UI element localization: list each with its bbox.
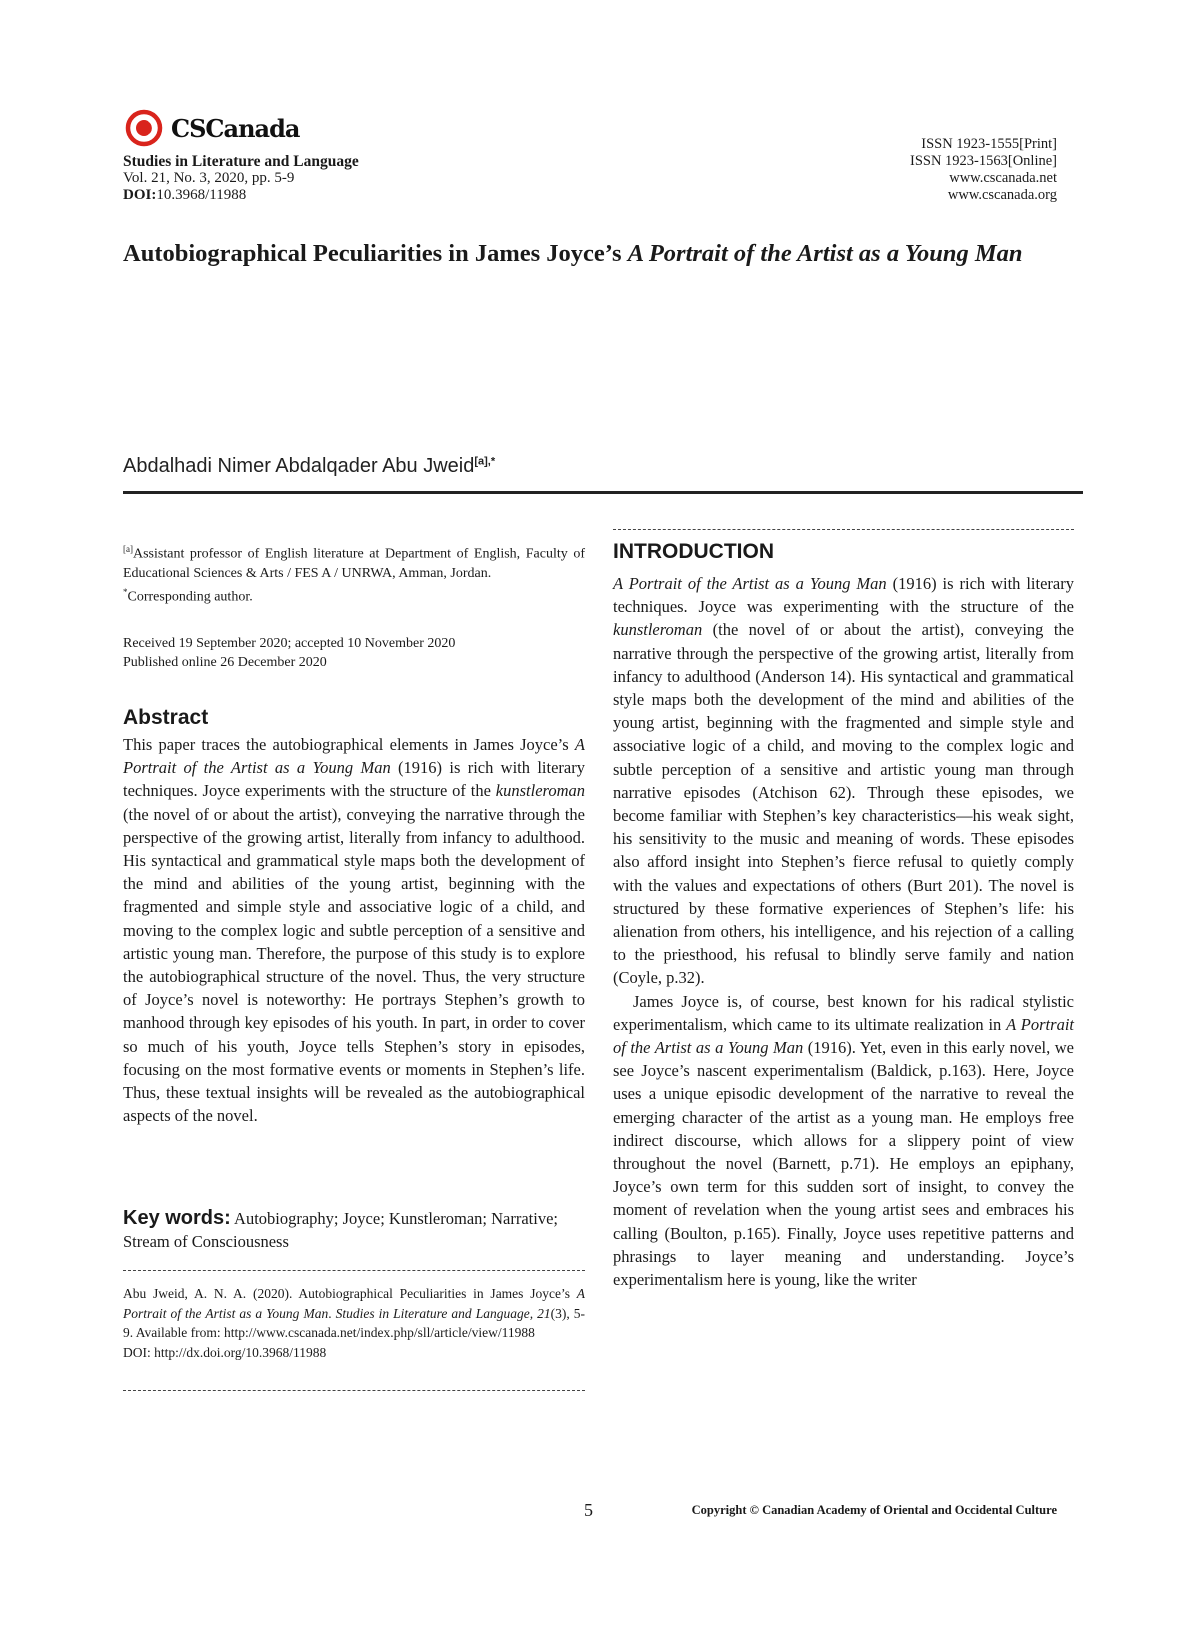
abstract-text	[123, 733, 585, 1127]
citation-block	[123, 1284, 585, 1362]
cscanada-logo-icon	[123, 108, 169, 148]
author-marks: [a],*	[474, 455, 496, 468]
keywords-text: Autobiography; Joyce; Kunstleroman; Narrative; Stream of Consciousness	[123, 1209, 558, 1251]
paper-title	[123, 240, 1083, 267]
issn-online: ISSN 1923-1563[Online]	[909, 153, 1057, 169]
doi-label: DOI:	[123, 187, 157, 203]
journal-info	[123, 153, 359, 204]
affiliation	[123, 540, 585, 606]
affiliation-text: Assistant professor of English literature at Department of English, Faculty of Educational Sciences & Arts / FES A / UNRWA, Amman, Jordan.	[123, 546, 585, 581]
received-date: Received 19 September 2020; accepted 10 November 2020	[123, 636, 456, 651]
website-net[interactable]: www.cscanada.net	[949, 170, 1057, 186]
p1-part-1: (1916) is rich with literary techniques. Joyce was experimenting with the structure of the	[613, 574, 1074, 617]
intro-paragraph-2	[613, 990, 1074, 1292]
publisher-logo	[123, 108, 299, 148]
affiliation-mark: [a]	[123, 544, 133, 554]
volume-info: Vol. 21, No. 3, 2020, pp. 5-9	[123, 170, 295, 186]
citation-italic-1: A Portrait of the Artist as a Young Man	[123, 1286, 585, 1321]
citation-part-3[interactable]: (3), 5-9. Available from: http://www.cscanada.net/index.php/sll/article/view/11988	[123, 1305, 585, 1340]
doi-value: 10.3968/11988	[156, 187, 247, 203]
website-org[interactable]: www.cscanada.org	[947, 187, 1057, 203]
abstract-italic-2: kunstleroman	[495, 781, 585, 801]
keywords	[123, 1207, 585, 1253]
p2-part-2: (1916). Yet, even in this early novel, we see Joyce’s nascent experimentalism (Baldick, p.163). Here, Joyce uses a unique episodic development of the narrative to reveal the emerging character of the artist as a young man. He employs free indirect discourse, which allows for a slippery point of view throughout the novel (Barnett, p.71). He employs an epiphany, Joyce’s own term for this sudden sort of insight, to convey the moment of revelation when the young artist sees and embraces his calling (Boulton, p.165). Finally, Joyce uses repetitive patterns and phrasings to layer meaning and understanding. Joyce’s experimentalism here is young, like the writer	[613, 1038, 1074, 1290]
issn-print: ISSN 1923-1555[Print]	[921, 136, 1057, 152]
citation-top-rule	[123, 1270, 585, 1271]
author-rule	[123, 491, 1083, 494]
title-italic: A Portrait of the Artist as a Young Man	[627, 240, 1023, 267]
p1-italic-1: A Portrait of the Artist as a Young Man	[613, 574, 887, 593]
abstract-heading: Abstract	[123, 706, 209, 729]
abstract-italic-1: A Portrait of the Artist as a Young Man	[123, 735, 585, 778]
corresponding-mark: *	[123, 586, 128, 597]
doi-line	[123, 187, 359, 204]
copyright: Copyright © Canadian Academy of Oriental and Occidental Culture	[691, 1503, 1057, 1517]
intro-paragraph-1	[613, 572, 1074, 990]
citation-part-2: .	[328, 1305, 336, 1321]
journal-name: Studies in Literature and Language	[123, 153, 359, 170]
article-dates	[123, 634, 585, 672]
issn-block	[910, 136, 1057, 204]
citation-italic-2: Studies in Literature and Language, 21	[335, 1305, 551, 1321]
abstract-part-1: This paper traces the autobiographical elements in James Joyce’s	[123, 735, 575, 754]
abstract-part-2: (1916) is rich with literary techniques. Joyce experiments with the structure of the	[123, 758, 585, 801]
abstract-part-3: (the novel of or about the artist), conveying the narrative through the perspective of the growing artist, literally from infancy to adulthood. His syntactical and grammatical style maps both the development of the mind and abilities of the young artist, beginning with the fragmented and simple style and associative logic of a child, and moving to the complex logic and subtle perception of a sensitive and artistic young man. Therefore, the purpose of this study is to explore the autobiographical structure of the novel. Thus, the very structure of Joyce’s novel is noteworthy: He portrays Stephen’s growth to manhood through key episodes of his youth. In part, in order to cover so much of his youth, Joyce tells Stephen’s story in episodes, focusing on the most formative events or moments in Stephen’s life. Thus, these textual insights will be revealed as the autobiographical aspects of the novel.	[123, 804, 585, 1126]
introduction-text	[613, 572, 1074, 1291]
p1-part-2: (the novel of or about the artist), conveying the narrative through the perspective of the growing artist, literally from infancy to adulthood (Anderson 14). His syntactical and grammatical style maps both the development of the mind and abilities of the young artist, beginning with the fragmented and simple style and associative logic of a child, and moving to the complex logic and subtle perception of a sensitive and artistic young man through narrative episodes (Atchison 62). Through these episodes, we become familiar with Stephen’s key characteristics—his weak sight, his sensitivity to the music and meaning of words. These episodes also afford insight into Stephen’s fierce refusal to quietly comply with the values and expectations of others (Burt 201). The novel is structured by these formative experiences of Stephen’s life: his alienation from others, his intelligence, and his rejection of a calling to the priesthood, his refusal to blindly serve family and nation (Coyle, p.32).	[613, 620, 1074, 988]
author-name: Abdalhadi Nimer Abdalqader Abu Jweid	[123, 455, 475, 477]
p2-italic-1: A Portrait of the Artist as a Young Man	[613, 1014, 1074, 1058]
citation-doi[interactable]: DOI: http://dx.doi.org/10.3968/11988	[123, 1344, 327, 1360]
author-line	[123, 455, 495, 478]
logo-text: CSCanada	[171, 113, 300, 143]
corresponding-author: Corresponding author.	[127, 589, 253, 605]
introduction-heading: INTRODUCTION	[613, 540, 774, 563]
p2-part-1: James Joyce is, of course, best known for his radical stylistic experimentalism, which came to its ultimate realization in	[613, 991, 1074, 1034]
page-number: 5	[584, 1500, 593, 1520]
citation-bottom-rule	[123, 1390, 585, 1391]
p1-italic-2: kunstleroman	[613, 620, 703, 640]
keywords-label: Key words:	[123, 1207, 231, 1229]
intro-top-rule	[613, 529, 1074, 530]
published-date: Published online 26 December 2020	[123, 655, 327, 670]
title-main: Autobiographical Peculiarities in James Joyce’s	[123, 240, 628, 267]
citation-part-1: Abu Jweid, A. N. A. (2020). Autobiographical Peculiarities in James Joyce’s	[123, 1286, 577, 1301]
